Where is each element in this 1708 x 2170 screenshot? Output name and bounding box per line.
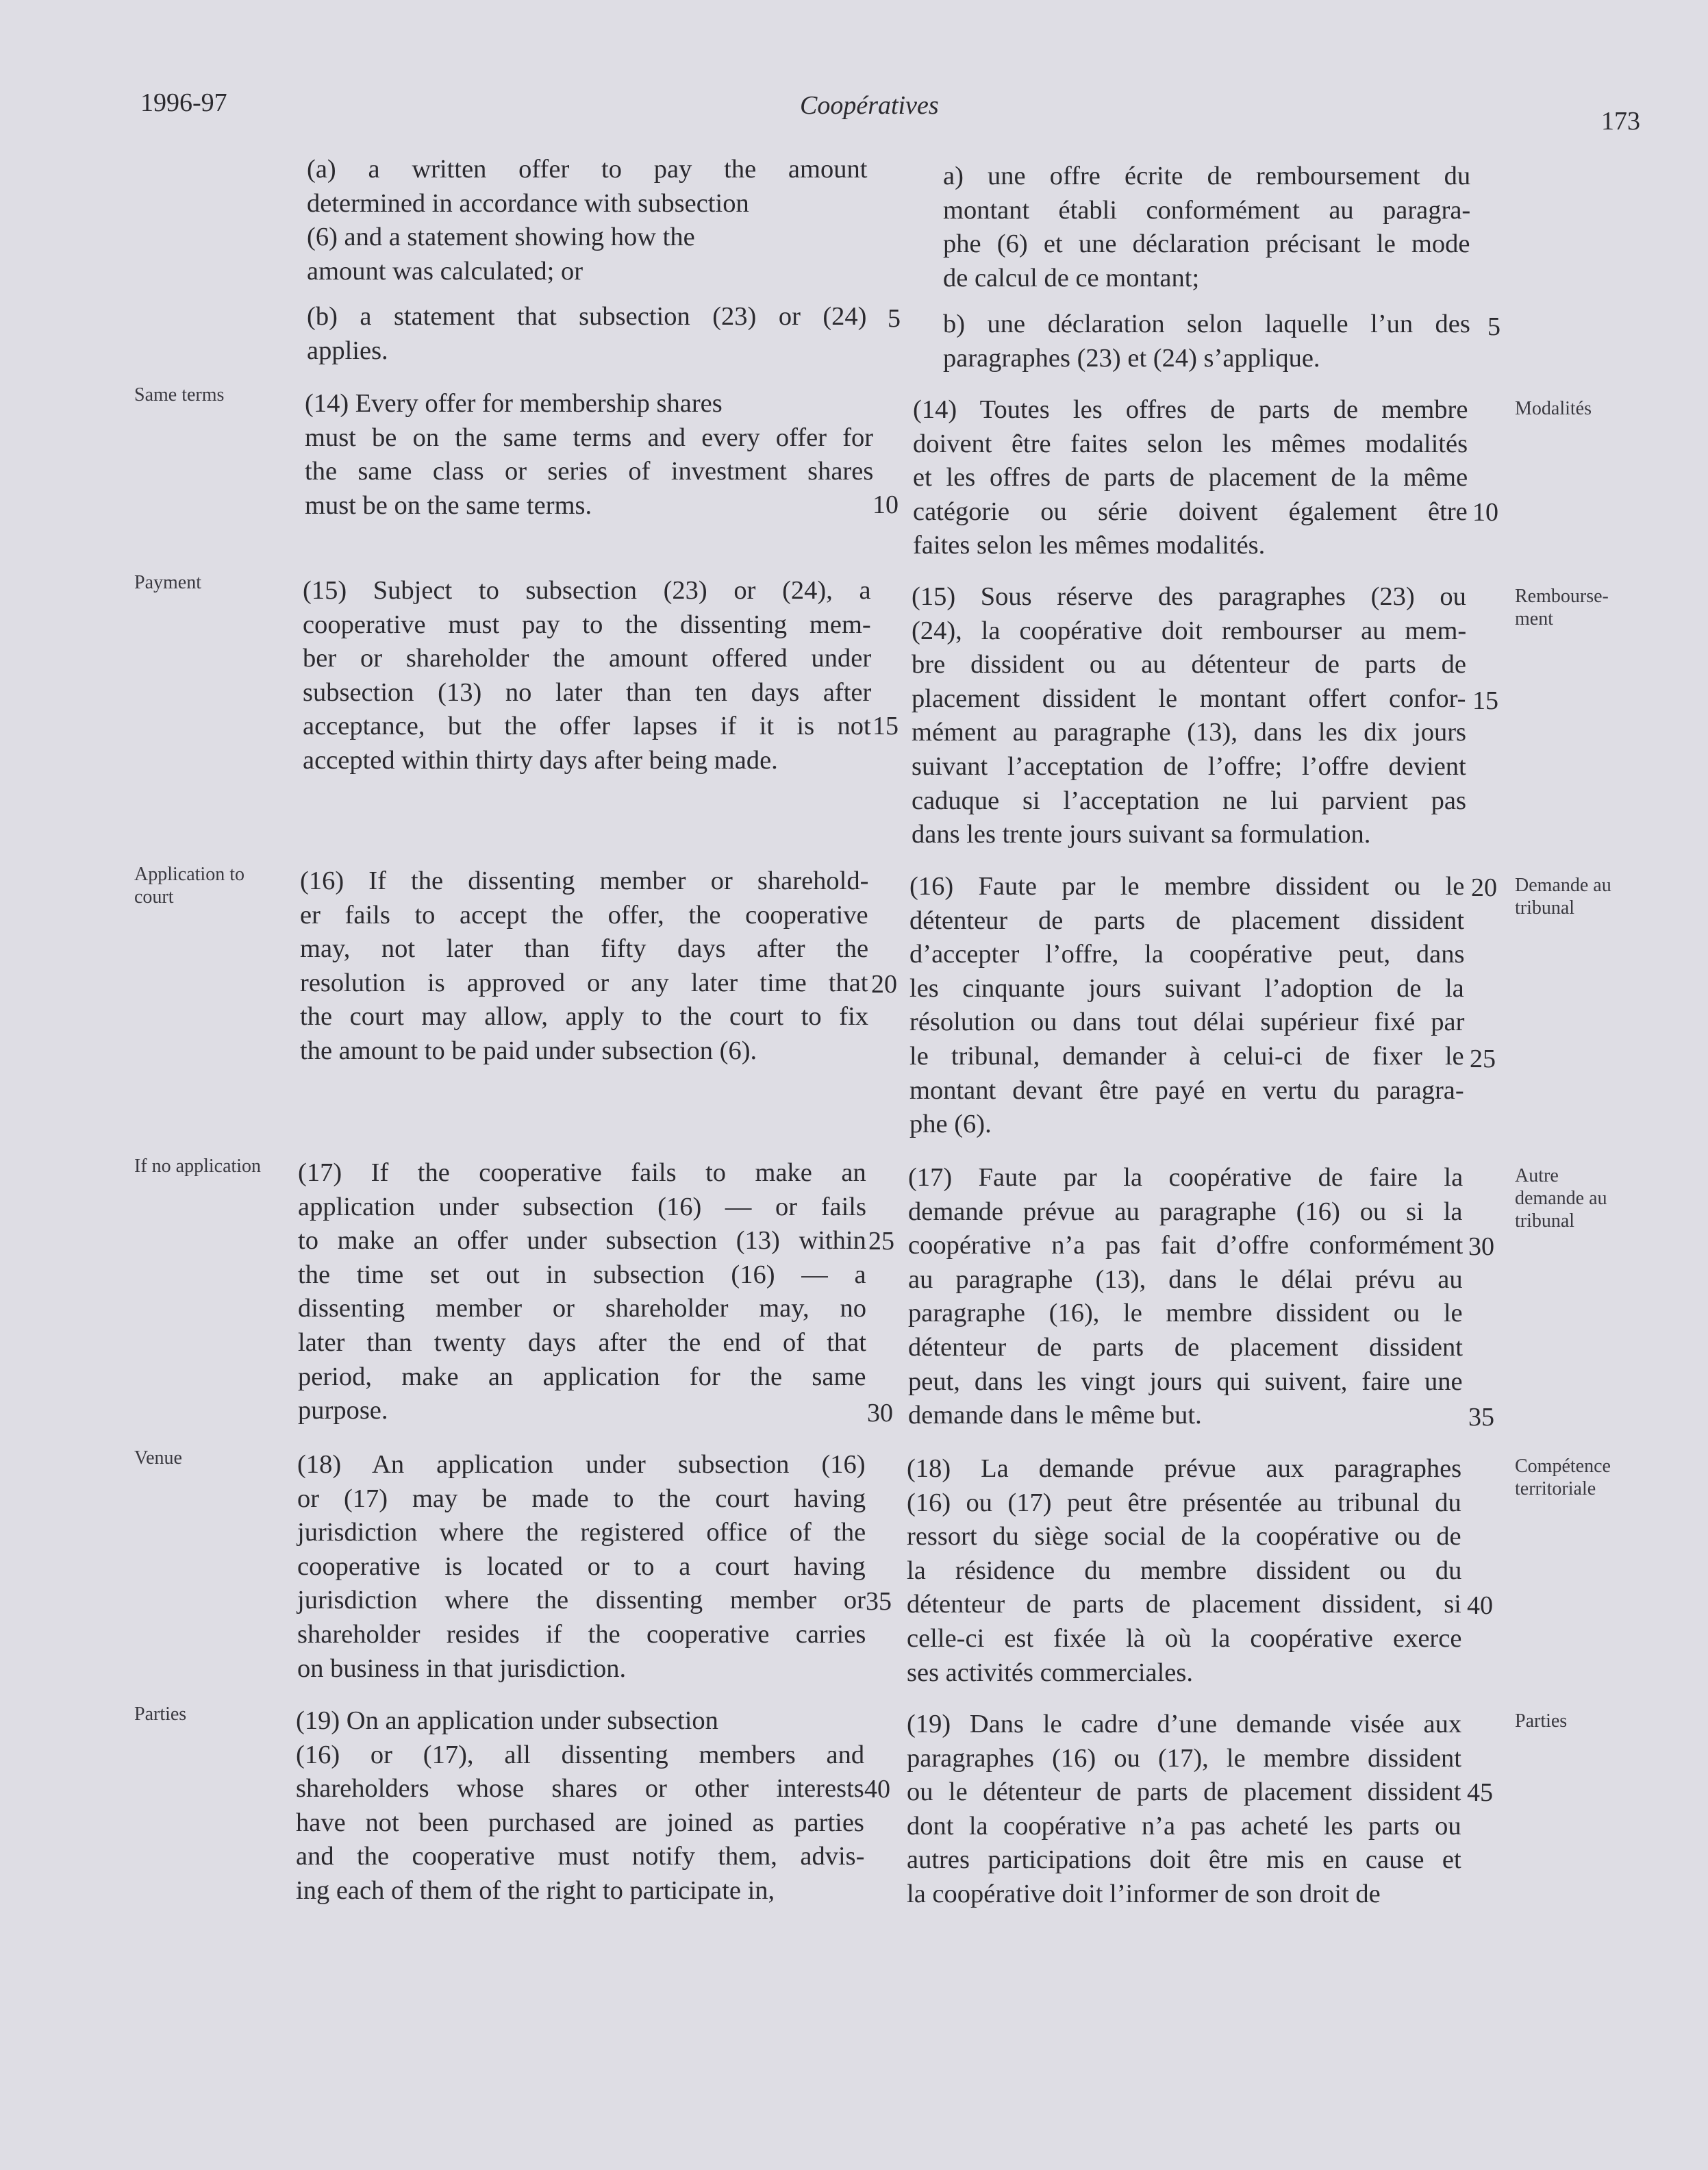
- text-line: the time set out in subsection (16) — a: [298, 1260, 866, 1289]
- line-number: 5: [1487, 312, 1500, 341]
- line-number: 15: [872, 712, 899, 740]
- text-line: les cinquante jours suivant l’adoption de la: [909, 973, 1464, 1003]
- margin-note-if-no-application: If no application: [134, 1156, 262, 1177]
- text-line: may, not later than fifty days after the: [300, 934, 869, 964]
- text-line: (14) Every offer for membership shares: [305, 389, 723, 418]
- fr-section-15: [912, 580, 1466, 852]
- text-line: ing each of them of the right to participate in,: [296, 1875, 775, 1905]
- line-number: 5: [888, 304, 901, 333]
- text-line: détenteur de parts de placement dissident: [909, 906, 1464, 935]
- text-line: the amount to be paid under subsection (6).: [300, 1036, 757, 1065]
- line-number: 35: [1468, 1403, 1494, 1432]
- text-line: paragraphes (23) et (24) s’applique.: [943, 343, 1320, 373]
- fr-section-18: [907, 1452, 1461, 1690]
- text-line: montant devant être payé en vertu du paragra-: [909, 1075, 1464, 1105]
- line-number: 40: [1467, 1591, 1493, 1620]
- line-number: 10: [1472, 498, 1498, 527]
- fr-section-14: [913, 393, 1468, 563]
- text-line: (6) and a statement showing how the: [307, 223, 695, 252]
- text-line: mément au paragraphe (13), dans les dix jours: [912, 718, 1467, 747]
- text-line: phe (6) et une déclaration précisant le mode: [943, 229, 1470, 259]
- text-line: jurisdiction where the registered office of the: [297, 1518, 866, 1547]
- text-line: bre dissident ou au détenteur de parts de: [912, 650, 1467, 679]
- line-number: 30: [1468, 1232, 1494, 1261]
- text-line: later than twenty days after the end of that: [298, 1327, 866, 1357]
- text-line: shareholder resides if the cooperative carries: [297, 1619, 866, 1649]
- text-line: la coopérative doit l’informer de son droit de: [907, 1879, 1381, 1908]
- line-number: 25: [868, 1227, 894, 1256]
- text-line: subsection (13) no later than ten days after: [303, 677, 872, 707]
- text-line: (17) Faute par la coopérative de faire la: [908, 1163, 1464, 1192]
- en-section-15: [303, 574, 871, 778]
- text-line: ou le détenteur de parts de placement dissident: [907, 1778, 1461, 1807]
- text-line: a) une offre écrite de remboursement du: [943, 162, 1471, 190]
- line-number: 10: [872, 490, 899, 519]
- text-line: le tribunal, demander à celui-ci de fixer le: [909, 1041, 1464, 1071]
- margin-note-remboursement: Rembourse- ment: [1515, 586, 1609, 629]
- en-section-17: [298, 1156, 866, 1428]
- line-number: 30: [867, 1399, 893, 1427]
- text-line: cooperative must pay to the dissenting mem-: [303, 610, 871, 639]
- text-line: and the cooperative must notify them, advis-: [296, 1842, 865, 1871]
- text-line: (15) Subject to subsection (23) or (24), a: [303, 576, 871, 605]
- text-line: résolution ou dans tout délai supérieur fixé par: [909, 1008, 1465, 1037]
- text-line: (17) If the cooperative fails to make an: [298, 1158, 866, 1187]
- text-line: celle-ci est fixée là où la coopérative exerce: [907, 1623, 1462, 1653]
- text-line: dans les trente jours suivant sa formulation.: [912, 820, 1371, 849]
- text-line: (16) or (17), all dissenting members and: [296, 1740, 865, 1769]
- text-line: (18) An application under subsection (16): [297, 1450, 866, 1479]
- text-line: shareholders whose shares or other interests: [296, 1774, 864, 1804]
- fr-section-19: [907, 1708, 1461, 1912]
- text-line: determined in accordance with subsection: [307, 188, 749, 218]
- fr-section-17: [908, 1161, 1463, 1433]
- en-section-14: [305, 387, 873, 523]
- text-line: have not been purchased are joined as parties: [296, 1808, 864, 1837]
- fr-section-16: [909, 870, 1464, 1142]
- en-section-16: [300, 864, 868, 1069]
- en-para-a: [307, 153, 867, 288]
- text-line: faites selon les mêmes modalités.: [913, 531, 1266, 560]
- text-line: jurisdiction where the dissenting member or: [297, 1586, 866, 1615]
- text-line: demande prévue au paragraphe (16) ou si la: [908, 1197, 1463, 1226]
- text-line: must be on the same terms and every offer for: [305, 423, 874, 452]
- text-line: purpose.: [298, 1396, 388, 1425]
- text-line: the same class or series of investment shares: [305, 457, 874, 486]
- text-line: dissenting member or shareholder may, no: [298, 1294, 866, 1323]
- text-line: ses activités commerciales.: [907, 1658, 1193, 1687]
- text-line: (19) On an application under subsection: [296, 1706, 718, 1735]
- text-line: et les offres de parts de placement de la même: [913, 463, 1468, 492]
- text-line: paragraphes (16) ou (17), le membre dissident: [907, 1743, 1461, 1773]
- text-line: paragraphe (16), le membre dissident ou le: [908, 1299, 1463, 1328]
- text-line: (24), la coopérative doit rembourser au mem-: [912, 616, 1467, 645]
- text-line: doivent être faites selon les mêmes modalités: [913, 429, 1468, 458]
- text-line: b) une déclaration selon laquelle l’un des: [943, 310, 1470, 338]
- text-line: catégorie ou série doivent également être: [913, 497, 1468, 526]
- text-line: détenteur de parts de placement dissident: [908, 1332, 1463, 1362]
- text-line: d’accepter l’offre, la coopérative peut, dans: [909, 940, 1465, 969]
- text-line: suivant l’acceptation de l’offre; l’offre devient: [912, 751, 1466, 781]
- margin-note-parties-fr: Parties: [1515, 1710, 1568, 1732]
- text-line: (16) Faute par le membre dissident ou le: [909, 872, 1465, 901]
- margin-note-demande-au-tribunal: Demande au tribunal: [1515, 875, 1611, 919]
- page-number: 173: [1601, 107, 1640, 136]
- text-line: demande dans le même but.: [908, 1401, 1202, 1430]
- text-line: autres participations doit être mis en cause et: [907, 1845, 1461, 1875]
- text-line: la résidence du membre dissident ou du: [907, 1556, 1462, 1585]
- margin-note-venue: Venue: [134, 1447, 182, 1469]
- text-line: de calcul de ce montant;: [943, 263, 1200, 292]
- fr-para-a: [943, 160, 1470, 295]
- text-line: au paragraphe (13), dans le délai prévu au: [908, 1264, 1463, 1294]
- text-line: must be on the same terms.: [305, 490, 592, 520]
- text-line: phe (6).: [909, 1110, 992, 1139]
- margin-note-parties-en: Parties: [134, 1704, 187, 1725]
- fr-para-b: [943, 308, 1470, 375]
- text-line: ressort du siège social de la coopérative ou de: [907, 1522, 1461, 1551]
- margin-note-autre-demande: Autre demande au tribunal: [1515, 1165, 1607, 1232]
- text-line: ber or shareholder the amount offered under: [303, 644, 872, 673]
- margin-note-modalites: Modalités: [1515, 398, 1592, 419]
- text-line: the court may allow, apply to the court to fix: [300, 1002, 869, 1032]
- margin-note-same-terms: Same terms: [134, 384, 225, 406]
- margin-note-payment: Payment: [134, 572, 201, 593]
- text-line: (18) La demande prévue aux paragraphes: [907, 1454, 1462, 1483]
- running-head-title: Coopératives: [800, 91, 939, 120]
- text-line: period, make an application for the same: [298, 1362, 866, 1391]
- text-line: peut, dans les vingt jours qui suivent, faire une: [908, 1367, 1463, 1396]
- line-number: 20: [1471, 873, 1497, 902]
- line-number: 15: [1472, 686, 1498, 715]
- text-line: (16) ou (17) peut être présentée au tribunal du: [907, 1488, 1461, 1517]
- text-line: resolution is approved or any later time that: [300, 968, 868, 997]
- text-line: acceptance, but the offer lapses if it is not: [303, 712, 871, 741]
- line-number: 25: [1470, 1045, 1496, 1073]
- text-line: (b) a statement that subsection (23) or (24): [307, 302, 867, 331]
- en-para-b: [307, 300, 867, 368]
- text-line: dont la coopérative n’a pas acheté les parts ou: [907, 1811, 1461, 1841]
- text-line: (19) Dans le cadre d’une demande visée aux: [907, 1710, 1462, 1738]
- text-line: application under subsection (16) — or fails: [298, 1192, 866, 1221]
- text-line: applies.: [307, 336, 388, 365]
- text-line: (15) Sous réserve des paragraphes (23) ou: [912, 582, 1466, 611]
- text-line: or (17) may be made to the court having: [297, 1484, 866, 1513]
- line-number: 35: [866, 1587, 892, 1616]
- line-number: 45: [1467, 1778, 1493, 1807]
- text-line: on business in that jurisdiction.: [297, 1654, 627, 1683]
- margin-note-competence: Compétence territoriale: [1515, 1456, 1611, 1499]
- text-line: cooperative is located or to a court having: [297, 1551, 866, 1581]
- text-line: amount was calculated; or: [307, 256, 583, 286]
- text-line: to make an offer under subsection (13) within: [298, 1226, 866, 1256]
- text-line: (14) Toutes les offres de parts de membre: [913, 395, 1468, 424]
- text-line: er fails to accept the offer, the cooperative: [300, 900, 868, 930]
- line-number: 40: [864, 1775, 890, 1804]
- margin-note-application-to-court: Application to court: [134, 864, 244, 908]
- line-number: 20: [871, 970, 897, 999]
- text-line: montant établi conformément au paragra-: [943, 195, 1471, 225]
- text-line: placement dissident le montant offert confor-: [912, 684, 1466, 713]
- text-line: (a) a written offer to pay the amount: [307, 155, 868, 184]
- running-head-year: 1996-97: [140, 88, 227, 117]
- text-line: accepted within thirty days after being made.: [303, 745, 778, 775]
- text-line: détenteur de parts de placement dissident, si: [907, 1590, 1461, 1619]
- en-section-18: [297, 1448, 866, 1686]
- text-line: (16) If the dissenting member or sharehold-: [300, 866, 869, 895]
- text-line: caduque si l’acceptation ne lui parvient pas: [912, 786, 1466, 815]
- text-line: coopérative n’a pas fait d’offre conformément: [908, 1231, 1464, 1260]
- en-section-19: [296, 1704, 864, 1908]
